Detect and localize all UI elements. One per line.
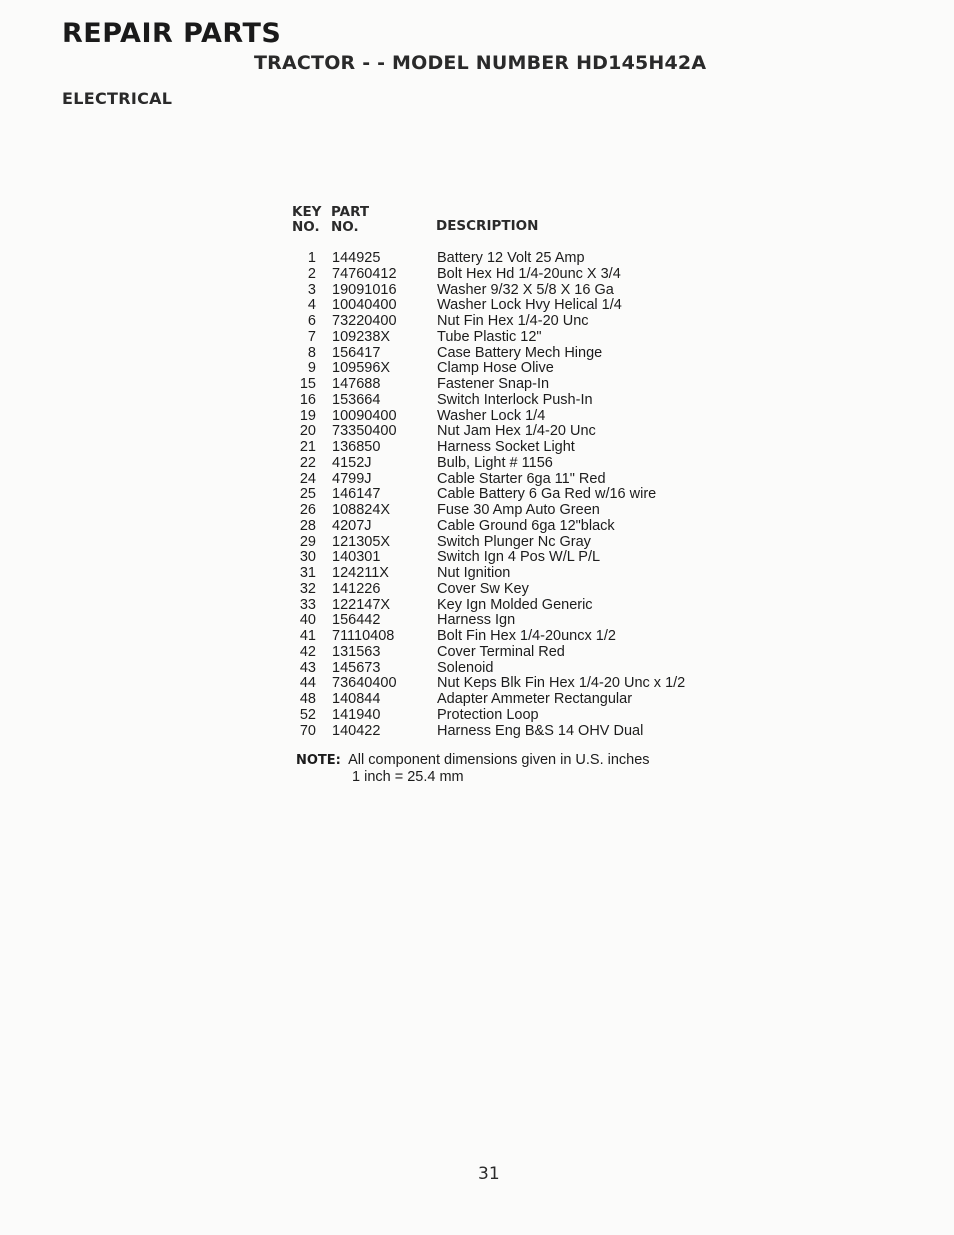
note-label: NOTE: — [296, 753, 341, 768]
table-row — [290, 424, 730, 440]
table-row — [290, 692, 730, 708]
table-row — [290, 487, 730, 503]
part-number-cell: 141226 — [332, 580, 381, 597]
note-line-1: All component dimensions given in U.S. inches — [348, 752, 650, 768]
part-number-cell: 122147X — [332, 596, 391, 613]
description-cell: Clamp Hose Olive — [437, 360, 554, 377]
key-cell: 43 — [299, 659, 316, 676]
description-cell: Harness Ign — [437, 612, 516, 629]
part-number-cell: 121305X — [332, 533, 391, 550]
table-row — [290, 346, 730, 362]
part-number-cell: 109238X — [332, 328, 391, 345]
part-number-cell: 73350400 — [332, 423, 397, 440]
note — [296, 752, 650, 785]
key-cell: 2 — [307, 265, 316, 282]
key-cell: 30 — [299, 549, 316, 566]
key-cell: 41 — [299, 628, 316, 644]
key-cell: 22 — [299, 454, 316, 471]
table-row — [290, 361, 730, 377]
description-cell: Nut Ignition — [437, 565, 511, 581]
description-cell: Fastener Snap-In — [437, 376, 550, 392]
description-cell: Protection Loop — [437, 706, 539, 723]
table-row — [290, 629, 730, 645]
table-row — [290, 330, 730, 346]
part-number-cell: 147688 — [332, 376, 381, 392]
column-header-key-line2: NO. — [292, 219, 320, 235]
table-row — [290, 440, 730, 456]
table-row — [290, 409, 730, 425]
part-number-cell: 10090400 — [332, 407, 397, 424]
description-cell: Bolt Hex Hd 1/4-20unc X 3/4 — [437, 265, 621, 282]
page-number: 31 — [478, 1164, 500, 1184]
table-row — [290, 676, 730, 692]
table-row — [290, 535, 730, 551]
part-number-cell: 140422 — [332, 722, 381, 739]
description-cell: Switch Ign 4 Pos W/L P/L — [437, 549, 601, 566]
description-cell: Cable Ground 6ga 12"black — [437, 517, 615, 534]
part-number-cell: 141940 — [332, 706, 381, 723]
key-cell: 48 — [299, 691, 316, 707]
table-row — [290, 472, 730, 488]
description-cell: Case Battery Mech Hinge — [437, 344, 603, 361]
note-line-2: 1 inch = 25.4 mm — [352, 769, 464, 785]
part-number-cell: 4207J — [332, 517, 372, 534]
column-header-key-line1: KEY — [292, 204, 322, 220]
table-row — [290, 566, 730, 582]
table-row — [290, 314, 730, 330]
column-header-part-line1: PART — [331, 204, 370, 220]
key-cell: 15 — [299, 376, 316, 392]
description-cell: Fuse 30 Amp Auto Green — [437, 502, 600, 518]
table-row — [290, 724, 730, 740]
table-row — [290, 550, 730, 566]
table-row — [290, 598, 730, 614]
description-cell: Nut Jam Hex 1/4-20 Unc — [437, 423, 596, 440]
key-cell: 16 — [299, 391, 316, 408]
description-cell: Harness Socket Light — [437, 439, 575, 455]
key-cell: 44 — [299, 675, 316, 692]
key-cell: 26 — [299, 502, 316, 518]
description-cell: Switch Interlock Push-In — [437, 391, 593, 408]
description-cell: Tube Plastic 12" — [437, 328, 542, 345]
page-title: REPAIR PARTS — [62, 18, 282, 49]
description-cell: Cable Battery 6 Ga Red w/16 wire — [437, 486, 657, 503]
key-cell: 42 — [299, 643, 316, 660]
part-number-cell: 145673 — [332, 659, 381, 676]
column-header-part-line2: NO. — [331, 219, 359, 235]
description-cell: Battery 12 Volt 25 Amp — [437, 250, 585, 266]
table-row — [290, 377, 730, 393]
description-cell: Switch Plunger Nc Gray — [437, 533, 591, 550]
description-cell: Nut Keps Blk Fin Hex 1/4-20 Unc x 1/2 — [437, 675, 686, 692]
part-number-cell: 108824X — [332, 502, 391, 518]
part-number-cell: 73220400 — [332, 313, 397, 329]
part-number-cell: 73640400 — [332, 675, 397, 692]
key-cell: 40 — [299, 612, 316, 629]
key-cell: 28 — [299, 517, 316, 534]
part-number-cell: 144925 — [332, 250, 381, 266]
part-number-cell: 71110408 — [332, 628, 395, 644]
model-title: TRACTOR - - MODEL NUMBER HD145H42A — [254, 52, 707, 74]
part-number-cell: 4152J — [332, 454, 372, 471]
table-row — [290, 708, 730, 724]
part-number-cell: 156442 — [332, 612, 381, 629]
table-row — [290, 298, 730, 314]
description-cell: Washer 9/32 X 5/8 X 16 Ga — [437, 281, 614, 298]
part-number-cell: 109596X — [332, 360, 391, 377]
table-row — [290, 503, 730, 519]
part-number-cell: 140844 — [332, 691, 381, 707]
key-cell: 52 — [299, 706, 316, 723]
key-cell: 21 — [299, 439, 316, 455]
table-row — [290, 267, 730, 283]
part-number-cell: 131563 — [332, 643, 381, 660]
part-number-cell: 74760412 — [332, 265, 397, 282]
key-cell: 4 — [307, 297, 316, 314]
description-cell: Adapter Ammeter Rectangular — [437, 691, 633, 707]
part-number-cell: 10040400 — [332, 297, 397, 314]
description-cell: Bolt Fin Hex 1/4-20uncx 1/2 — [437, 628, 616, 644]
column-header-description: DESCRIPTION — [436, 218, 539, 234]
key-cell: 19 — [299, 407, 316, 424]
key-cell: 70 — [299, 722, 316, 739]
description-cell: Harness Eng B&S 14 OHV Dual — [437, 722, 644, 739]
description-cell: Nut Fin Hex 1/4-20 Unc — [437, 313, 589, 329]
table-row — [290, 456, 730, 472]
key-cell: 25 — [299, 486, 316, 503]
part-number-cell: 19091016 — [332, 281, 397, 298]
description-cell: Key Ign Molded Generic — [437, 596, 593, 613]
table-row — [290, 251, 730, 267]
description-cell: Bulb, Light # 1156 — [437, 454, 553, 471]
part-number-cell: 4799J — [332, 470, 372, 487]
key-cell: 24 — [299, 470, 316, 487]
table-row — [290, 519, 730, 535]
description-cell: Cover Sw Key — [437, 580, 529, 597]
key-cell: 9 — [307, 360, 316, 377]
part-number-cell: 146147 — [332, 486, 381, 503]
part-number-cell: 153664 — [332, 391, 381, 408]
table-row — [290, 582, 730, 598]
description-cell: Solenoid — [437, 659, 494, 676]
description-cell: Cover Terminal Red — [437, 643, 565, 660]
key-cell: 29 — [299, 533, 316, 550]
table-row — [290, 645, 730, 661]
section-title: ELECTRICAL — [62, 89, 173, 108]
key-cell: 32 — [299, 580, 316, 597]
table-row — [290, 613, 730, 629]
description-cell: Washer Lock 1/4 — [437, 407, 546, 424]
key-cell: 1 — [307, 250, 316, 266]
part-number-cell: 156417 — [332, 344, 381, 361]
table-row — [290, 393, 730, 409]
part-number-cell: 140301 — [332, 549, 381, 566]
key-cell: 8 — [307, 344, 316, 361]
key-cell: 31 — [299, 565, 316, 581]
description-cell: Washer Lock Hvy Helical 1/4 — [437, 297, 622, 314]
description-cell: Cable Starter 6ga 11" Red — [437, 470, 606, 487]
table-row — [290, 661, 730, 677]
parts-table-body — [290, 251, 730, 739]
key-cell: 20 — [299, 423, 316, 440]
key-cell: 6 — [307, 313, 316, 329]
key-cell: 7 — [307, 328, 316, 345]
part-number-cell: 136850 — [332, 439, 381, 455]
key-cell: 33 — [299, 596, 316, 613]
table-row — [290, 283, 730, 299]
part-number-cell: 124211X — [332, 565, 389, 581]
key-cell: 3 — [307, 281, 316, 298]
